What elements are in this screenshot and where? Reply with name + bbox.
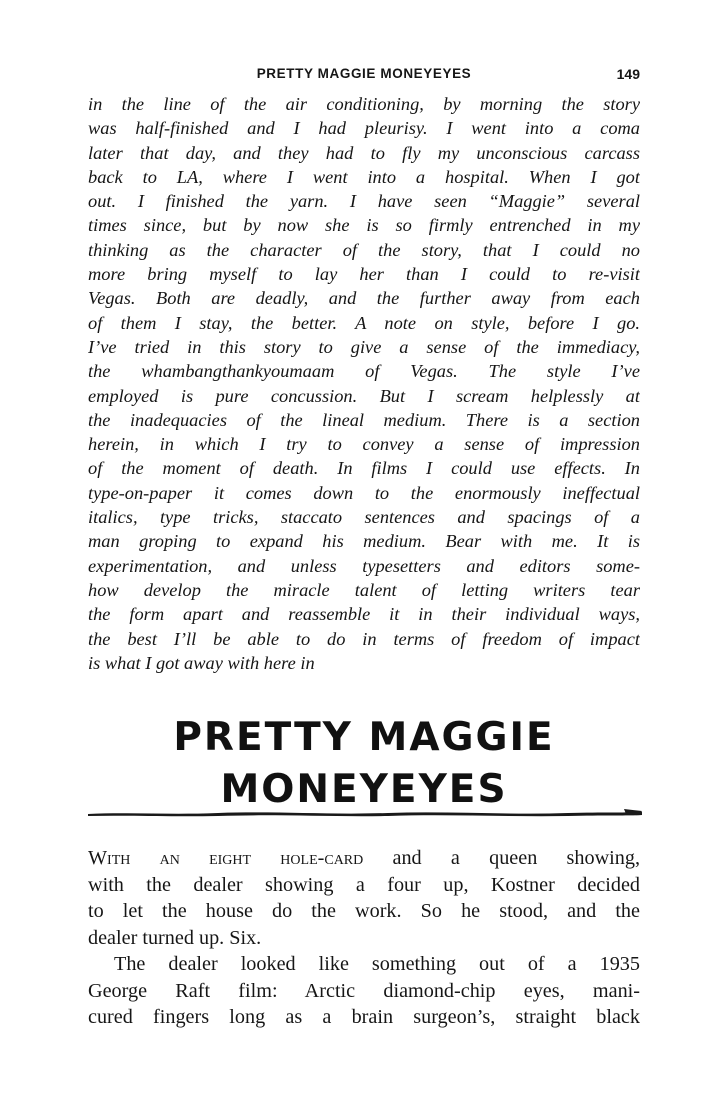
body-line: George Raft film: Arctic diamond-chip eyes, mani- [88,979,640,1002]
body-line [88,845,640,872]
intro-line: Vegas. Both are deadly, and the further away from each [88,288,640,309]
intro-line: the best I’ll be able to do in terms of freedom of impact [88,628,640,649]
opening-small-caps: With an eight hole-card [88,847,364,869]
story-body [88,845,640,1031]
body-line-text: and a queen showing, [363,847,640,869]
intro-line: the inadequacies of the lineal medium. There is a section [88,409,640,430]
body-line: to let the house do the work. So he stood, and the [88,900,640,922]
intro-line: is what I got away with here in [88,652,315,673]
intro-line: times since, but by now she is so firmly entrenched in my [88,215,640,236]
intro-line: more bring myself to lay her than I could to re-visit [88,264,640,285]
intro-line: the whambangthankyoumaam of Vegas. The style I’ve [88,361,640,382]
body-line: cured fingers long as a brain surgeon’s, straight black [88,1006,640,1028]
body-line: dealer turned up. Six. [88,926,262,949]
intro-line: out. I finished the yarn. I have seen “Maggie” several [88,191,640,212]
intro-line: I’ve tried in this story to give a sense of the immediacy, [88,336,640,357]
body-line: with the dealer showing a four up, Kostner decided [88,873,640,896]
intro-line: was half-finished and I had pleurisy. I went into a coma [88,118,640,139]
intro-line: back to LA, where I went into a hospital. When I got [88,166,640,187]
intro-line: in the line of the air conditioning, by morning the story [88,94,640,114]
intro-line: herein, in which I try to convey a sense of impression [88,434,640,455]
title-rule-divider [88,808,642,818]
intro-line: of them I stay, the better. A note on style, before I go. [88,312,640,333]
intro-line: experimentation, and unless typesetters and editors some- [88,555,640,576]
intro-line: later that day, and they had to fly my unconscious carcass [88,142,640,163]
intro-line: type-on-paper it comes down to the enormously ineffectual [88,482,640,503]
running-title: PRETTY MAGGIE MONEYEYES [256,66,472,81]
author-introduction [88,92,640,675]
intro-line: thinking as the character of the story, that I could no [88,239,640,260]
intro-line: man groping to expand his medium. Bear with me. It is [88,531,640,552]
body-line: The dealer looked like something out of a 1935 [114,953,640,975]
intro-line: italics, type tricks, staccato sentences and spacings of a [88,507,640,528]
intro-line: of the moment of death. In films I could use effects. In [88,458,640,479]
intro-line: the form apart and reassemble it in their individual ways, [88,604,640,625]
story-title [88,712,640,816]
story-title-line-1: PRETTY MAGGIE [173,715,555,760]
story-title-line-2: MONEYEYES [220,767,508,812]
intro-line: employed is pure concussion. But I scream helplessly at [88,385,640,406]
intro-line: how develop the miracle talent of letting writers tear [88,579,640,600]
running-head [88,66,640,86]
page-number: 149 [616,66,640,82]
